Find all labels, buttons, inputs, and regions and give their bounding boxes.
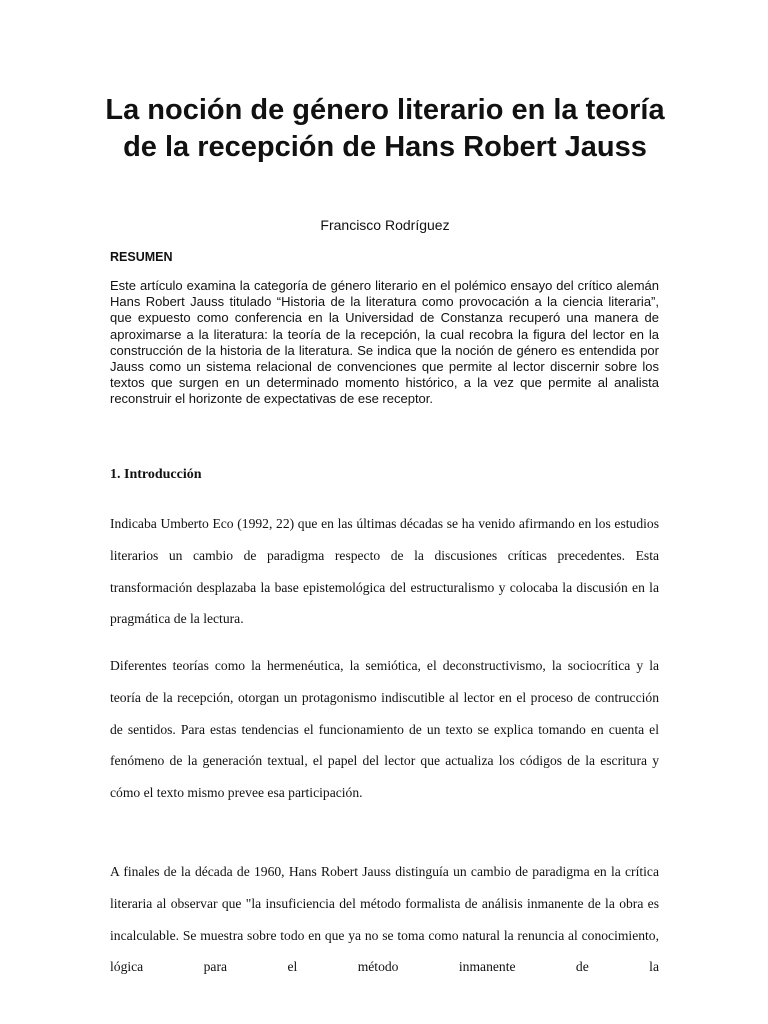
abstract-text: Este artículo examina la categoría de género literario en el polémico ensayo del crítico alemán Hans Robert Jauss titulado “Historia de la literatura como provocación a la ciencia literaria”, que expuesto como conferencia en la Universidad de Constanza recuperó una manera de aproximarse a la literatura: la teoría de la recepción, la cual recobra la figura del lector en la construcción de la historia de la literatura. Se indica que la noción de género es entendida por Jauss como un sistema relacional de convenciones que permite al lector discernir sobre los textos que surgen en un determinado momento histórico, a la vez que permite al analista reconstruir el horizonte de expectativas de ese receptor. [110,278,659,407]
body-paragraph: Diferentes teorías como la hermenéutica, la semiótica, el deconstructivismo, la sociocrítica y la teoría de la recepción, otorgan un protagonismo indiscutible al lector en el proceso de contrucción de sentidos. Para estas tendencias el funcionamiento de un texto se explica tomando en cuenta el fenómeno de la generación textual, el papel del lector que actualiza los códigos de la escritura y cómo el texto mismo prevee esa participación. [110,658,659,801]
author-name: Francisco Rodríguez [320,217,450,233]
body-paragraph: A finales de la década de 1960, Hans Robert Jauss distinguía un cambio de paradigma en la crítica literaria al observar que "la insuficiencia del método formalista de análisis inmanente de la obra es incalculable. Se muestra sobre todo en que ya no se toma como natural la renuncia al conocimiento, lógica para el método inmanente de la [110,864,659,975]
abstract-heading: RESUMEN [110,250,173,264]
section-heading: 1. Introducción [110,467,202,482]
document-title: La noción de género literario en la teoría de la recepción de Hans Robert Jauss [105,94,665,163]
body-paragraph: Indicaba Umberto Eco (1992, 22) que en las últimas décadas se ha venido afirmando en los estudios literarios un cambio de paradigma respecto de la discusiones críticas precedentes. Esta transformación desplazaba la base epistemológica del estructuralismo y colocaba la discusión en la pragmática de la lectura. [110,516,659,627]
